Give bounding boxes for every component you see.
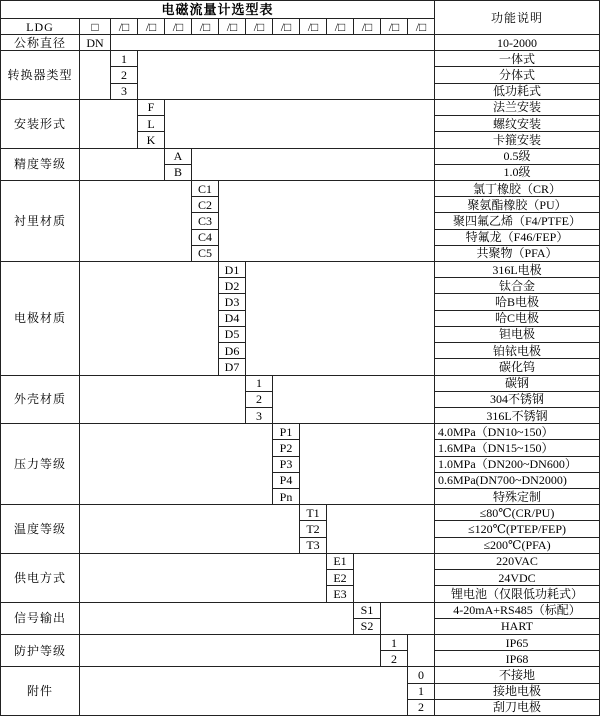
empty-cell [192, 149, 434, 180]
empty-cell [80, 603, 353, 634]
model-code-slot: /□ [300, 19, 326, 34]
option-description: 1.0级 [435, 165, 599, 180]
option-code: S1 [354, 603, 380, 618]
model-code-slot: /□ [138, 19, 164, 34]
option-code: B [165, 165, 191, 180]
empty-cell [273, 376, 434, 424]
option-code: E3 [327, 586, 353, 601]
option-description: 哈B电极 [435, 294, 599, 309]
option-code: E1 [327, 554, 353, 569]
empty-cell [80, 149, 164, 180]
empty-cell [80, 51, 110, 99]
option-description: IP68 [435, 651, 599, 666]
option-code: D6 [219, 343, 245, 358]
category-label: 衬里材质 [1, 181, 79, 261]
empty-cell [219, 181, 434, 261]
category-label: 压力等级 [1, 424, 79, 504]
model-code-slot: /□ [111, 19, 137, 34]
option-code: D3 [219, 294, 245, 309]
empty-cell [80, 262, 218, 375]
option-code: C2 [192, 197, 218, 212]
option-code: Pn [273, 489, 299, 504]
option-code: DN [80, 35, 110, 50]
option-code: D2 [219, 278, 245, 293]
option-description: 铂铱电极 [435, 343, 599, 358]
option-description: 钛合金 [435, 278, 599, 293]
option-description: 锂电池（仅限低功耗式） [435, 586, 599, 601]
option-description: HART [435, 619, 599, 634]
empty-cell [408, 635, 434, 666]
option-code: D1 [219, 262, 245, 277]
option-description: IP65 [435, 635, 599, 650]
option-description: 刮刀电极 [435, 700, 599, 715]
model-code-slot: /□ [408, 19, 434, 34]
category-label: 转换器类型 [1, 51, 79, 99]
option-description: 特氟龙（F46/FEP） [435, 230, 599, 245]
table-title: 电磁流量计选型表 [1, 1, 434, 18]
option-description: 碳化钨 [435, 359, 599, 374]
category-label: 电极材质 [1, 262, 79, 375]
empty-cell [354, 554, 434, 602]
option-description: 卡箍安装 [435, 132, 599, 147]
model-prefix: LDG [1, 19, 79, 34]
option-code: 1 [246, 376, 272, 391]
option-description: 碳钢 [435, 376, 599, 391]
option-code: L [138, 116, 164, 131]
model-code-box: □ [80, 19, 110, 34]
option-description: ≤80℃(CR/PU) [435, 505, 599, 520]
category-label: 供电方式 [1, 554, 79, 602]
option-code: C3 [192, 213, 218, 228]
option-description: 10-2000 [435, 35, 599, 50]
option-code: 0 [408, 667, 434, 682]
option-description: 0.6MPa(DN700~DN2000) [435, 473, 599, 488]
option-description: 不接地 [435, 667, 599, 682]
empty-cell [165, 100, 434, 148]
option-description: 哈C电极 [435, 311, 599, 326]
option-description: 4-20mA+RS485（标配） [435, 603, 599, 618]
model-code-slot: /□ [327, 19, 353, 34]
option-description: 分体式 [435, 67, 599, 82]
model-code-slot: /□ [381, 19, 407, 34]
empty-cell [327, 505, 434, 553]
option-code: 2 [408, 700, 434, 715]
option-code: 2 [246, 392, 272, 407]
option-code: 1 [408, 684, 434, 699]
option-code: P4 [273, 473, 299, 488]
option-description: 1.6MPa（DN15~150） [435, 440, 599, 455]
category-label: 信号输出 [1, 603, 79, 634]
option-description: 1.0MPa（DN200~DN600） [435, 457, 599, 472]
empty-cell [80, 554, 326, 602]
option-description: ≤120℃(PTEP/FEP) [435, 521, 599, 536]
empty-cell [80, 667, 407, 715]
option-code: E2 [327, 570, 353, 585]
option-description: 特殊定制 [435, 489, 599, 504]
option-description: 4.0MPa（DN10~150） [435, 424, 599, 439]
model-code-slot: /□ [246, 19, 272, 34]
option-code: 2 [381, 651, 407, 666]
empty-cell [80, 424, 272, 504]
option-description: 螺纹安装 [435, 116, 599, 131]
option-description: 接地电极 [435, 684, 599, 699]
option-description: ≤200℃(PFA) [435, 538, 599, 553]
empty-cell [138, 51, 434, 99]
category-label: 温度等级 [1, 505, 79, 553]
empty-cell [80, 505, 299, 553]
model-code-slot: /□ [165, 19, 191, 34]
option-code: P3 [273, 457, 299, 472]
option-code: F [138, 100, 164, 115]
option-code: T1 [300, 505, 326, 520]
option-description: 共聚物（PFA） [435, 246, 599, 261]
empty-cell [80, 376, 245, 424]
empty-cell [246, 262, 434, 375]
option-code: C5 [192, 246, 218, 261]
option-description: 316L电极 [435, 262, 599, 277]
empty-cell [80, 635, 380, 666]
option-code: K [138, 132, 164, 147]
model-code-slot: /□ [219, 19, 245, 34]
option-description: 法兰安装 [435, 100, 599, 115]
option-description: 24VDC [435, 570, 599, 585]
category-label: 安装形式 [1, 100, 79, 148]
empty-cell [381, 603, 434, 634]
function-column-header: 功能说明 [435, 1, 599, 34]
empty-cell [80, 181, 191, 261]
option-description: 氯丁橡胶（CR） [435, 181, 599, 196]
option-description: 低功耗式 [435, 84, 599, 99]
category-label: 公称直径 [1, 35, 79, 50]
option-code: 3 [246, 408, 272, 423]
category-label: 防护等级 [1, 635, 79, 666]
option-code: D5 [219, 327, 245, 342]
option-description: 钽电极 [435, 327, 599, 342]
option-code: C4 [192, 230, 218, 245]
option-code: C1 [192, 181, 218, 196]
option-description: 聚四氟乙烯（F4/PTFE） [435, 213, 599, 228]
option-description: 一体式 [435, 51, 599, 66]
option-description: 聚氨酯橡胶（PU） [435, 197, 599, 212]
category-label: 外壳材质 [1, 376, 79, 424]
option-code: 1 [111, 51, 137, 66]
category-label: 精度等级 [1, 149, 79, 180]
option-description: 304不锈钢 [435, 392, 599, 407]
option-code: T3 [300, 538, 326, 553]
model-code-slot: /□ [273, 19, 299, 34]
option-description: 0.5级 [435, 149, 599, 164]
option-description: 316L不锈钢 [435, 408, 599, 423]
model-code-slot: /□ [354, 19, 380, 34]
model-code-slot: /□ [192, 19, 218, 34]
option-code: D7 [219, 359, 245, 374]
option-code: P2 [273, 440, 299, 455]
option-code: 3 [111, 84, 137, 99]
option-code: S2 [354, 619, 380, 634]
empty-cell [80, 100, 137, 148]
option-description: 220VAC [435, 554, 599, 569]
category-label: 附件 [1, 667, 79, 715]
empty-cell [111, 35, 434, 50]
option-code: 2 [111, 67, 137, 82]
option-code: D4 [219, 311, 245, 326]
option-code: P1 [273, 424, 299, 439]
option-code: 1 [381, 635, 407, 650]
option-code: T2 [300, 521, 326, 536]
empty-cell [300, 424, 434, 504]
option-code: A [165, 149, 191, 164]
